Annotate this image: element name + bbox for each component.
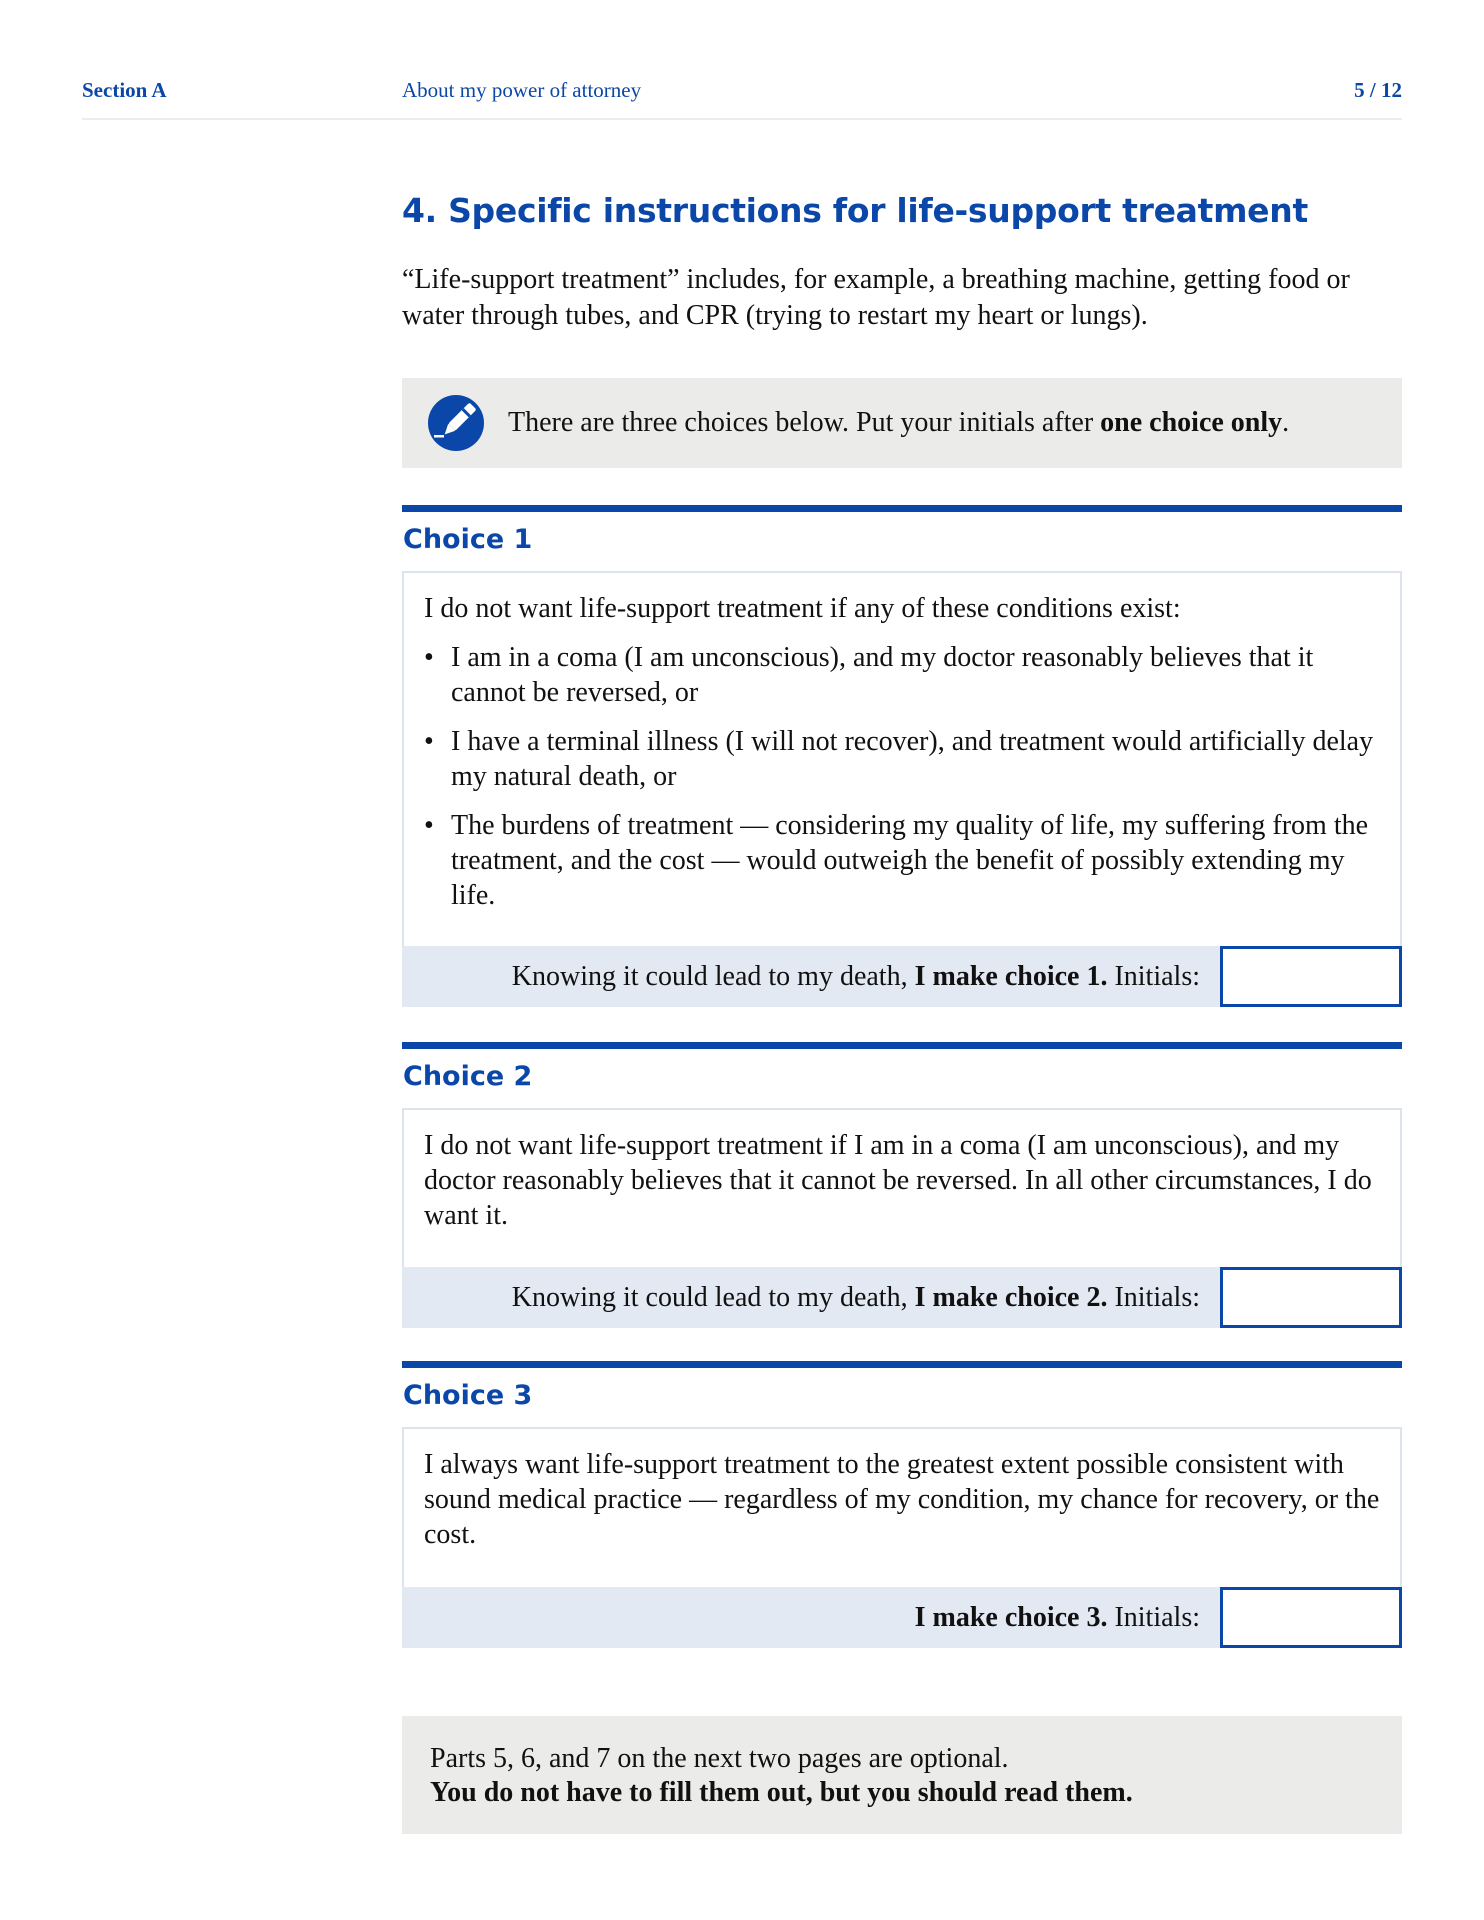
choice-1-lead: I do not want life-support treatment if any of these conditions exist: (424, 593, 1181, 624)
optional-parts-note (402, 1716, 1402, 1834)
callout-text: There are three choices below. Put your initials after one choice only. (508, 407, 1290, 438)
page-title: 4. Specific instructions for life-support treatment (402, 191, 1308, 230)
choice-2-statement: Knowing it could lead to my death, I make choice 2. Initials: (511, 1281, 1200, 1313)
choice-1-divider (402, 505, 1402, 512)
choice-2-text: I do not want life-support treatment if I am in a coma (I am unconscious), and my doctor reasonably believes that it cannot be reversed. In all other circumstances, I do want it. (424, 1130, 1372, 1231)
choice-3-box (402, 1427, 1402, 1648)
choice-1-initials-field[interactable] (1220, 946, 1402, 1007)
choice-2-divider (402, 1042, 1402, 1049)
instruction-callout (402, 378, 1402, 468)
page-number: 5 / 12 (1354, 78, 1402, 102)
choice-3-divider (402, 1361, 1402, 1368)
note-line-1: Parts 5, 6, and 7 on the next two pages are optional. (430, 1743, 1009, 1774)
section-label: Section A (82, 78, 167, 102)
choice-3-heading: Choice 3 (403, 1380, 533, 1411)
choice-2-heading: Choice 2 (403, 1061, 533, 1092)
note-line-2: You do not have to fill them out, but you should read them. (430, 1777, 1133, 1808)
choice-2-box (402, 1108, 1402, 1328)
page-header (82, 76, 1402, 120)
choice-1-box (402, 571, 1402, 1007)
choice-2-footer (402, 1267, 1402, 1328)
choice-3-statement: I make choice 3. Initials: (914, 1601, 1200, 1633)
choice-1-statement: Knowing it could lead to my death, I make choice 1. Initials: (511, 960, 1200, 992)
pen-icon (428, 395, 484, 451)
choice-3-initials-field[interactable] (1220, 1587, 1402, 1648)
choice-3-text: I always want life-support treatment to the greatest extent possible consistent with sound medical practice — regardless of my condition, my chance for recovery, or the cost. (424, 1449, 1380, 1550)
list-item: • I am in a coma (I am unconscious), and my doctor reasonably believes that it cannot be reversed, or (424, 642, 1314, 708)
intro-paragraph: “Life-support treatment” includes, for example, a breathing machine, getting food or water through tubes, and CPR (trying to restart my heart or lungs). (402, 264, 1350, 331)
choice-1-conditions (424, 640, 1380, 913)
choice-1-heading: Choice 1 (403, 524, 533, 555)
choice-1-footer (402, 946, 1402, 1007)
header-title: About my power of attorney (402, 78, 642, 102)
choice-2-initials-field[interactable] (1220, 1267, 1402, 1328)
choice-3-footer (402, 1587, 1402, 1648)
list-item: • The burdens of treatment — considering my quality of life, my suffering from the treatment, and the cost — would outweigh the benefit of possibly extending my life. (424, 810, 1369, 911)
list-item: • I have a terminal illness (I will not recover), and treatment would artificially delay my natural death, or (424, 726, 1374, 792)
